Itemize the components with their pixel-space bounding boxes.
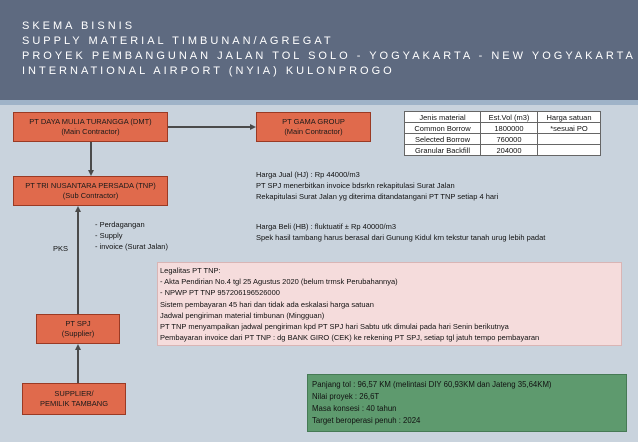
table-cell	[538, 134, 601, 145]
table-cell: 1800000	[481, 123, 538, 134]
legal-line: - NPWP PT TNP 957206196526000	[160, 288, 280, 298]
tnp-role: (Sub Contractor)	[62, 191, 119, 200]
legal-notes-box	[157, 262, 622, 346]
price-table	[404, 111, 601, 156]
title-line-4: INTERNATIONAL AIRPORT (NYIA) KULONPROGO	[22, 65, 395, 77]
harga-jual-note: Rekapitulasi Surat Jalan yg diterima ditandatangani PT TNP setiap 4 hari	[256, 191, 499, 201]
harga-jual-note: PT SPJ menerbitkan invoice bdsrkn rekapitulasi Surat Jalan	[256, 180, 455, 190]
harga-jual-block	[256, 170, 498, 203]
tnp-name: PT TRI NUSANTARA PERSADA (TNP)	[25, 180, 156, 190]
title-line-3: PROYEK PEMBANGUNAN JALAN TOL SOLO - YOGYAKARTA - NEW YOGYAKARTA	[22, 50, 636, 62]
table-cell: Selected Borrow	[405, 134, 481, 145]
table-header-row	[405, 112, 601, 123]
harga-beli-title: Harga Beli (HB) : fluktuatif ± Rp 40000/m3	[256, 222, 397, 231]
table-cell: Granular Backfill	[405, 145, 481, 156]
project-info-line: Nilai proyek : 26,6T	[312, 392, 380, 401]
service-item: - Supply	[95, 230, 123, 240]
supplier-box	[22, 383, 126, 415]
title-line-1: SKEMA BISNIS	[22, 20, 136, 32]
title-line-2: SUPPLY MATERIAL TIMBUNAN/AGREGAT	[22, 35, 334, 47]
gama-box	[256, 112, 371, 142]
project-info-line: Panjang tol : 96,57 KM (melintasi DIY 60,93KM dan Jateng 35,64KM)	[312, 380, 552, 389]
table-cell: 204000	[481, 145, 538, 156]
table-cell: 760000	[481, 134, 538, 145]
legal-line: - Akta Pendirian No.4 tgl 25 Agustus 2020 (belum trmsk Perubahannya)	[160, 277, 398, 287]
legal-line: Sistem pembayaran 45 hari dan tidak ada eskalasi harga satuan	[160, 299, 374, 309]
project-info-line: Target beroperasi penuh : 2024	[312, 416, 421, 425]
title-banner	[0, 0, 638, 100]
supplier-name: SUPPLIER/	[54, 388, 94, 398]
tnp-box	[13, 176, 168, 206]
service-item: - Perdagangan	[95, 220, 145, 229]
table-header: Jenis material	[405, 112, 481, 123]
table-row	[405, 123, 601, 134]
legal-line: Legalitas PT TNP:	[160, 266, 221, 275]
spj-supplier-arrowhead	[75, 344, 81, 350]
supplier-role: PEMILIK TAMBANG	[39, 399, 109, 408]
dmt-role: (Main Contractor)	[61, 127, 120, 136]
gama-name: PT GAMA GROUP	[282, 116, 345, 126]
table-cell: *sesuai PO	[538, 123, 601, 134]
project-info-box	[307, 374, 627, 432]
tnp-spj-arrowhead	[75, 206, 81, 212]
harga-beli-block	[256, 222, 545, 244]
dmt-gama-connector	[168, 126, 250, 128]
project-info-line: Masa konsesi : 40 tahun	[312, 404, 397, 413]
table-row	[405, 145, 601, 156]
dmt-box	[13, 112, 168, 142]
harga-jual-title: Harga Jual (HJ) : Rp 44000/m3	[256, 170, 360, 179]
spj-box	[36, 314, 120, 344]
tnp-spj-connector	[77, 212, 79, 314]
dmt-name: PT DAYA MULIA TURANGGA (DMT)	[29, 116, 152, 126]
legal-line: Jadwal pengiriman material timbunan (Mingguan)	[160, 310, 325, 320]
table-cell: Common Borrow	[405, 123, 481, 134]
legal-line: PT TNP menyampaikan jadwal pengiriman kpd PT SPJ hari Sabtu utk dimulai pada hari Senin berikutnya	[160, 322, 509, 332]
gama-role: (Main Contractor)	[284, 127, 343, 136]
legal-line: Pembayaran invoice dari PT TNP : dg BANK GIRO (CEK) ke rekening PT SPJ, setiap tgl jatuh tempo pembayaran	[160, 333, 540, 343]
tnp-services	[95, 220, 168, 253]
spj-name: PT SPJ	[65, 318, 91, 328]
table-cell	[538, 145, 601, 156]
table-header: Est.Vol (m3)	[481, 112, 538, 123]
dmt-tnp-arrowhead	[88, 170, 94, 176]
spj-supplier-connector	[77, 350, 79, 383]
spj-role: (Supplier)	[61, 329, 95, 338]
table-row	[405, 134, 601, 145]
service-item: - invoice (Surat Jalan)	[95, 241, 168, 251]
dmt-gama-arrowhead	[250, 124, 256, 130]
table-header: Harga satuan	[538, 112, 601, 123]
harga-beli-note: Spek hasil tambang harus berasal dari Gunung Kidul krn tekstur tanah urug lebih padat	[256, 232, 546, 242]
pks-label: PKS	[53, 244, 69, 253]
dmt-tnp-connector	[90, 142, 92, 170]
